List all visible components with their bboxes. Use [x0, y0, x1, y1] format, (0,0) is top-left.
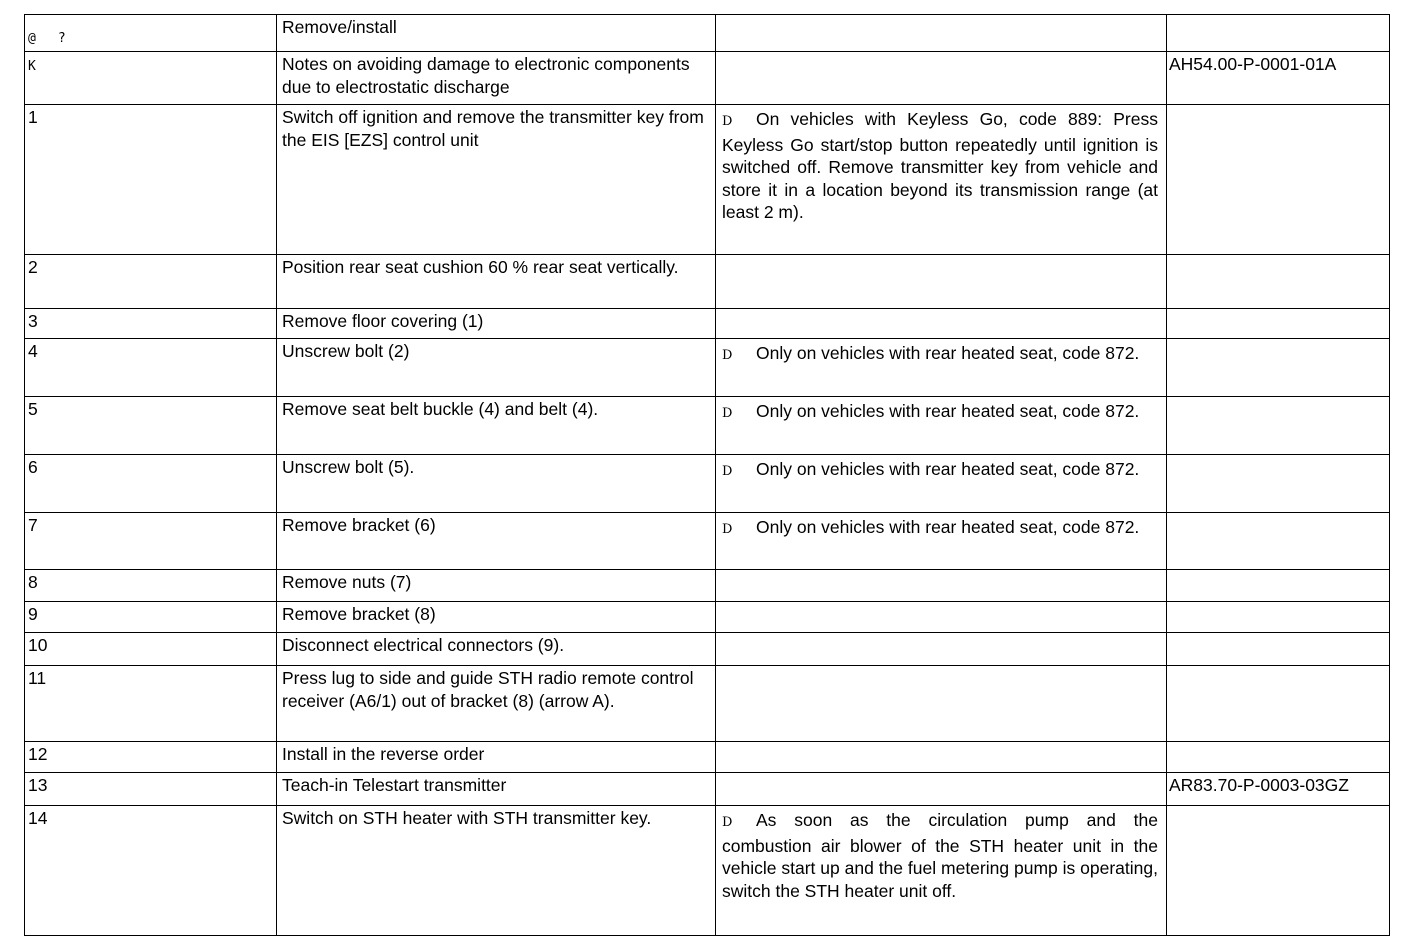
note-marker: D: [722, 522, 733, 537]
note-cell: [716, 455, 1167, 513]
table-row: [25, 602, 1390, 633]
operation-text: Position rear seat cushion 60 % rear seat vertically.: [282, 257, 679, 277]
operation-cell: [277, 255, 716, 309]
step-number: 1: [28, 107, 38, 127]
operation-text: Unscrew bolt (5).: [282, 457, 415, 477]
note-block: [722, 516, 1158, 542]
operation-text: Switch off ignition and remove the transmitter key from the EIS [EZS] control unit: [282, 107, 704, 150]
note-text: Only on vehicles with rear heated seat, code 872.: [756, 401, 1140, 421]
help-symbol: ?: [57, 31, 66, 46]
reference-cell: [1167, 806, 1390, 936]
reference-cell: [1167, 602, 1390, 633]
note-text: On vehicles with Keyless Go, code 889: Press Keyless Go start/stop button repeatedly until ignition is switched off. Remove transmitter key from vehicle and store it in a location beyond its transmission range (at least 2 m).: [722, 109, 1158, 222]
operation-cell: [277, 742, 716, 773]
note-marker: D: [722, 348, 733, 363]
reference-cell: [1167, 309, 1390, 339]
operation-text: Install in the reverse order: [282, 744, 485, 764]
operation-text: Teach-in Telestart transmitter: [282, 775, 507, 795]
table-row: [25, 570, 1390, 602]
table-row-header: [25, 15, 1390, 52]
operation-cell: [277, 513, 716, 570]
table-row: [25, 806, 1390, 936]
operation-text: Remove bracket (6): [282, 515, 436, 535]
reference-cell: [1167, 742, 1390, 773]
step-number: 2: [28, 257, 38, 277]
operation-text: Disconnect electrical connectors (9).: [282, 635, 565, 655]
note-marker: D: [722, 815, 733, 830]
note-cell: [716, 633, 1167, 666]
note-block: [722, 108, 1158, 224]
step-number: 5: [28, 399, 38, 419]
operation-cell: [277, 105, 716, 255]
operation-cell: [277, 455, 716, 513]
step-number: 10: [28, 635, 48, 655]
operation-cell: [277, 309, 716, 339]
reference-cell: [1167, 15, 1390, 52]
step-number: 13: [28, 775, 48, 795]
step-cell: [25, 633, 277, 666]
step-cell: [25, 602, 277, 633]
operation-text: Notes on avoiding damage to electronic components due to electrostatic discharge: [282, 54, 690, 97]
step-cell: [25, 742, 277, 773]
table-row: [25, 742, 1390, 773]
step-number: 4: [28, 341, 38, 361]
operation-text: Remove bracket (8): [282, 604, 436, 624]
step-cell: [25, 105, 277, 255]
note-marker: D: [722, 114, 733, 129]
reference-cell: [1167, 339, 1390, 397]
operation-cell: Remove/install: [277, 15, 716, 52]
operation-cell: [277, 773, 716, 806]
note-cell: [716, 309, 1167, 339]
reference-cell: [1167, 773, 1390, 806]
caution-symbol: @: [28, 31, 36, 46]
step-cell: [25, 455, 277, 513]
note-cell: [716, 742, 1167, 773]
reference-link[interactable]: AR83.70-P-0003-03GZ: [1169, 775, 1349, 795]
step-number: 6: [28, 457, 38, 477]
reference-cell: [1167, 570, 1390, 602]
step-cell: [25, 52, 277, 105]
note-cell: [716, 105, 1167, 255]
operation-text: Press lug to side and guide STH radio remote control receiver (A6/1) out of bracket (8) (arrow A).: [282, 668, 694, 711]
step-number: 14: [28, 808, 48, 828]
step-cell: [25, 255, 277, 309]
reference-cell: [1167, 455, 1390, 513]
operation-cell: [277, 397, 716, 455]
table-row: [25, 255, 1390, 309]
note-text: Only on vehicles with rear heated seat, code 872.: [756, 517, 1140, 537]
step-cell: [25, 570, 277, 602]
step-cell: [25, 666, 277, 742]
procedure-table: [24, 14, 1390, 936]
operation-text: Unscrew bolt (2): [282, 341, 410, 361]
step-cell: [25, 339, 277, 397]
reference-cell: [1167, 633, 1390, 666]
note-text: Only on vehicles with rear heated seat, code 872.: [756, 459, 1140, 479]
note-text: As soon as the circulation pump and the combustion air blower of the STH heater unit in the vehicle start up and the fuel metering pump is operating, switch the STH heater unit off.: [722, 810, 1158, 901]
step-cell: [25, 773, 277, 806]
operation-cell: [277, 806, 716, 936]
operation-text: Remove nuts (7): [282, 572, 412, 592]
table-row: [25, 52, 1390, 105]
note-block: [722, 400, 1158, 426]
note-cell: [716, 602, 1167, 633]
note-cell: [716, 513, 1167, 570]
table-row: [25, 339, 1390, 397]
operation-cell: [277, 666, 716, 742]
step-cell: [25, 806, 277, 936]
note-cell: [716, 15, 1167, 52]
reference-cell: [1167, 397, 1390, 455]
note-cell: [716, 397, 1167, 455]
table-row: [25, 666, 1390, 742]
note-cell: [716, 806, 1167, 936]
reference-cell: [1167, 513, 1390, 570]
note-block: [722, 458, 1158, 484]
step-cell: [25, 513, 277, 570]
step-number: 7: [28, 515, 38, 535]
operation-cell: [277, 52, 716, 105]
reference-cell: [1167, 105, 1390, 255]
note-marker: D: [722, 464, 733, 479]
step-number: K: [28, 59, 36, 74]
note-block: [722, 809, 1158, 902]
step-number: 11: [28, 668, 47, 688]
reference-cell: [1167, 666, 1390, 742]
note-cell: [716, 255, 1167, 309]
note-cell: [716, 773, 1167, 806]
operation-text: Switch on STH heater with STH transmitter key.: [282, 808, 652, 828]
step-number: 3: [28, 311, 38, 331]
step-number: 8: [28, 572, 38, 592]
operation-text: Remove floor covering (1): [282, 311, 484, 331]
step-cell: [25, 397, 277, 455]
table-row: [25, 397, 1390, 455]
note-cell: [716, 339, 1167, 397]
note-cell: [716, 570, 1167, 602]
table-row: [25, 309, 1390, 339]
table-row: [25, 773, 1390, 806]
operation-cell: [277, 339, 716, 397]
operation-cell: [277, 633, 716, 666]
step-number: 12: [28, 744, 48, 764]
operation-cell: [277, 570, 716, 602]
reference-cell: [1167, 255, 1390, 309]
step-cell: [25, 309, 277, 339]
operation-cell: [277, 602, 716, 633]
table-row: [25, 455, 1390, 513]
reference-link[interactable]: AH54.00-P-0001-01A: [1169, 54, 1337, 74]
note-cell: [716, 666, 1167, 742]
table-row: [25, 105, 1390, 255]
note-cell: [716, 52, 1167, 105]
symbol-cell: [25, 15, 277, 52]
note-block: [722, 342, 1158, 368]
table-row: [25, 633, 1390, 666]
reference-cell: [1167, 52, 1390, 105]
operation-text: Remove seat belt buckle (4) and belt (4).: [282, 399, 599, 419]
note-marker: D: [722, 406, 733, 421]
step-number: 9: [28, 604, 38, 624]
table-row: [25, 513, 1390, 570]
note-text: Only on vehicles with rear heated seat, code 872.: [756, 343, 1140, 363]
